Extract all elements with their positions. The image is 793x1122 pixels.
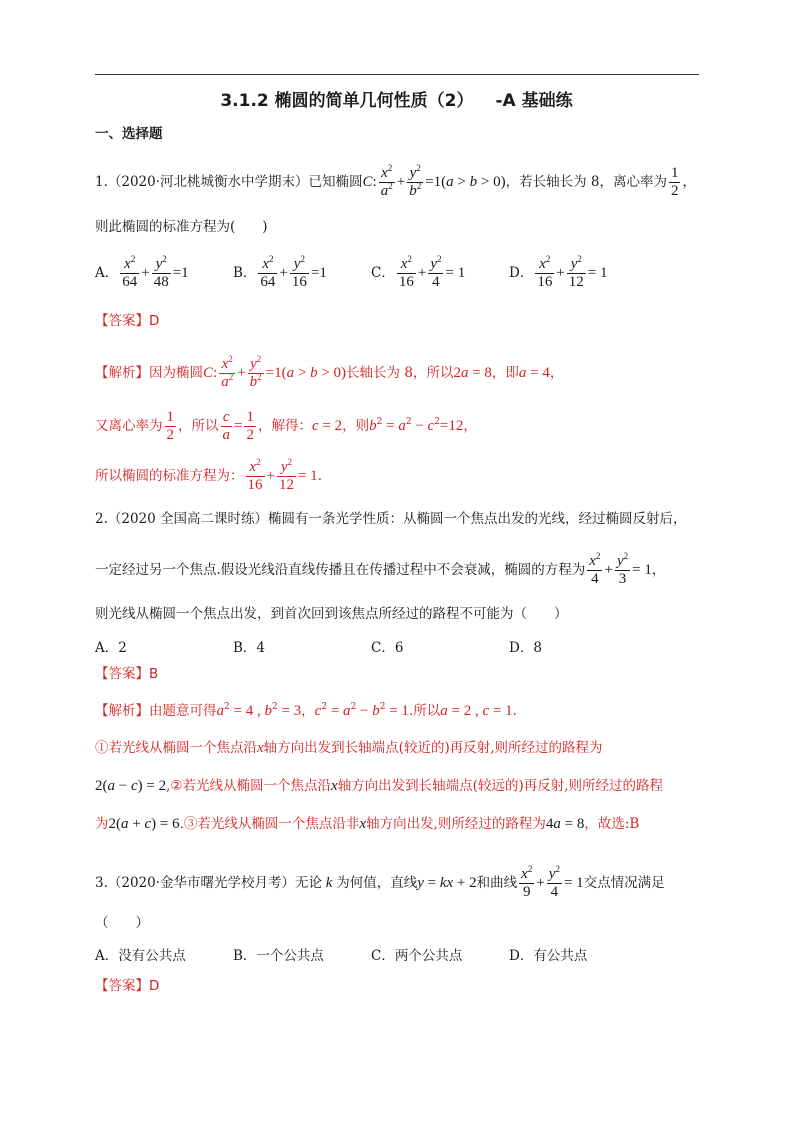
- q2-solution-3: 2(a − c) = 2,②若光线从椭圆一个焦点沿x轴方向出发到长轴端点(较远的)再反射,则所经过的路程: [95, 778, 664, 794]
- q3-answer: 【答案】D: [95, 978, 160, 994]
- q2-option-d: D．8: [509, 640, 542, 656]
- page-title: 3.1.2 椭圆的简单几何性质（2） -A 基础练: [220, 91, 573, 111]
- q2-stem-3: 则光线从椭圆一个焦点出发，到首次回到该焦点所经过的路程不可能为（ ）: [95, 606, 568, 622]
- header-rule: [95, 74, 699, 75]
- q3-option-d: D．有公共点: [509, 948, 588, 964]
- q1-answer: 【答案】D: [95, 313, 160, 329]
- q1-stem-cont: 则此椭圆的标准方程为( ): [95, 219, 268, 235]
- q2-stem-2: 一定经过另一个焦点.假设光线沿直线传播且在传播过程中不会衰减，椭圆的方程为 $\frac{x^2}{4}$ + $\frac{y^2}{3}$ = 1，: [95, 551, 666, 587]
- q1-solution-1: 【解析】因为椭圆C: $\frac{x^2}{a^2}$ + $\frac{y^2}{b^2}$ =1(a > b > 0)长轴长为 8，所以2a = 8，即a = 4，: [95, 354, 564, 390]
- q3-stem: 3.（2020·金华市曙光学校月考）无论 k 为何值，直线y = kx + 2和曲线 $\frac{x^2}{9}$ + $\frac{y^2}{4}$ = 1交点情况满足: [95, 864, 665, 900]
- q3-option-c: C．两个公共点: [371, 948, 463, 964]
- q3-paren: （ ）: [95, 915, 149, 931]
- q2-option-a: A．2: [95, 640, 127, 656]
- q1-option-a: A． $\frac{x^2}{64}$ + $\frac{y^2}{48}$ =1: [95, 254, 189, 290]
- q2-option-c: C．6: [371, 640, 404, 656]
- q3-option-a: A．没有公共点: [95, 948, 186, 964]
- q1-option-c: C． $\frac{x^2}{16}$ + $\frac{y^2}{4}$ = 1: [371, 254, 466, 290]
- q1-option-b: B． $\frac{x^2}{64}$ + $\frac{y^2}{16}$ =1: [233, 254, 327, 290]
- q2-solution-1: 【解析】由题意可得$a^2 = 4$ , $b^2 = 3$，$c^2 = a^2 - b^2 = 1$.所以a = 2 , c = 1.: [95, 702, 517, 719]
- q2-option-b: B．4: [233, 640, 266, 656]
- q1-option-d: D． $\frac{x^2}{16}$ + $\frac{y^2}{12}$ = 1: [509, 254, 608, 290]
- section-heading: 一、选择题: [95, 126, 163, 142]
- q1-solution-3: 所以椭圆的标准方程为： $\frac{x^2}{16}$ + $\frac{y^2}{12}$ = 1.: [95, 457, 322, 493]
- q2-stem-1: 2.（2020 全国高二课时练）椭圆有一条光学性质：从椭圆一个焦点出发的光线，经过椭圆反射后，: [95, 511, 687, 527]
- q1-solution-2: 又离心率为 $\frac{1}{2}$ ，所以 $\frac{c}{a}$ = $\frac{1}{2}$ ，解得：c = 2，则$b^2 = a^2 - c^2=12$，: [95, 409, 477, 443]
- q2-solution-2: ①若光线从椭圆一个焦点沿x轴方向出发到长轴端点(较近的)再反射,则所经过的路程为: [95, 740, 603, 756]
- q1-stem: 1.（2020·河北桃城衡水中学期末）已知椭圆C: $\frac{x^2}{a^2}$ + $\frac{y^2}{b^2}$ =1(a > b > 0)，若长轴长为 8，离心率为 $\frac{1}{2}$ ，: [95, 163, 696, 199]
- q2-solution-4: 为2(a + c) = 6.③若光线从椭圆一个焦点沿非x轴方向出发,则所经过的路程为4a = 8，故选:B: [95, 816, 640, 832]
- q3-option-b: B．一个公共点: [233, 948, 324, 964]
- q2-answer: 【答案】B: [95, 666, 159, 682]
